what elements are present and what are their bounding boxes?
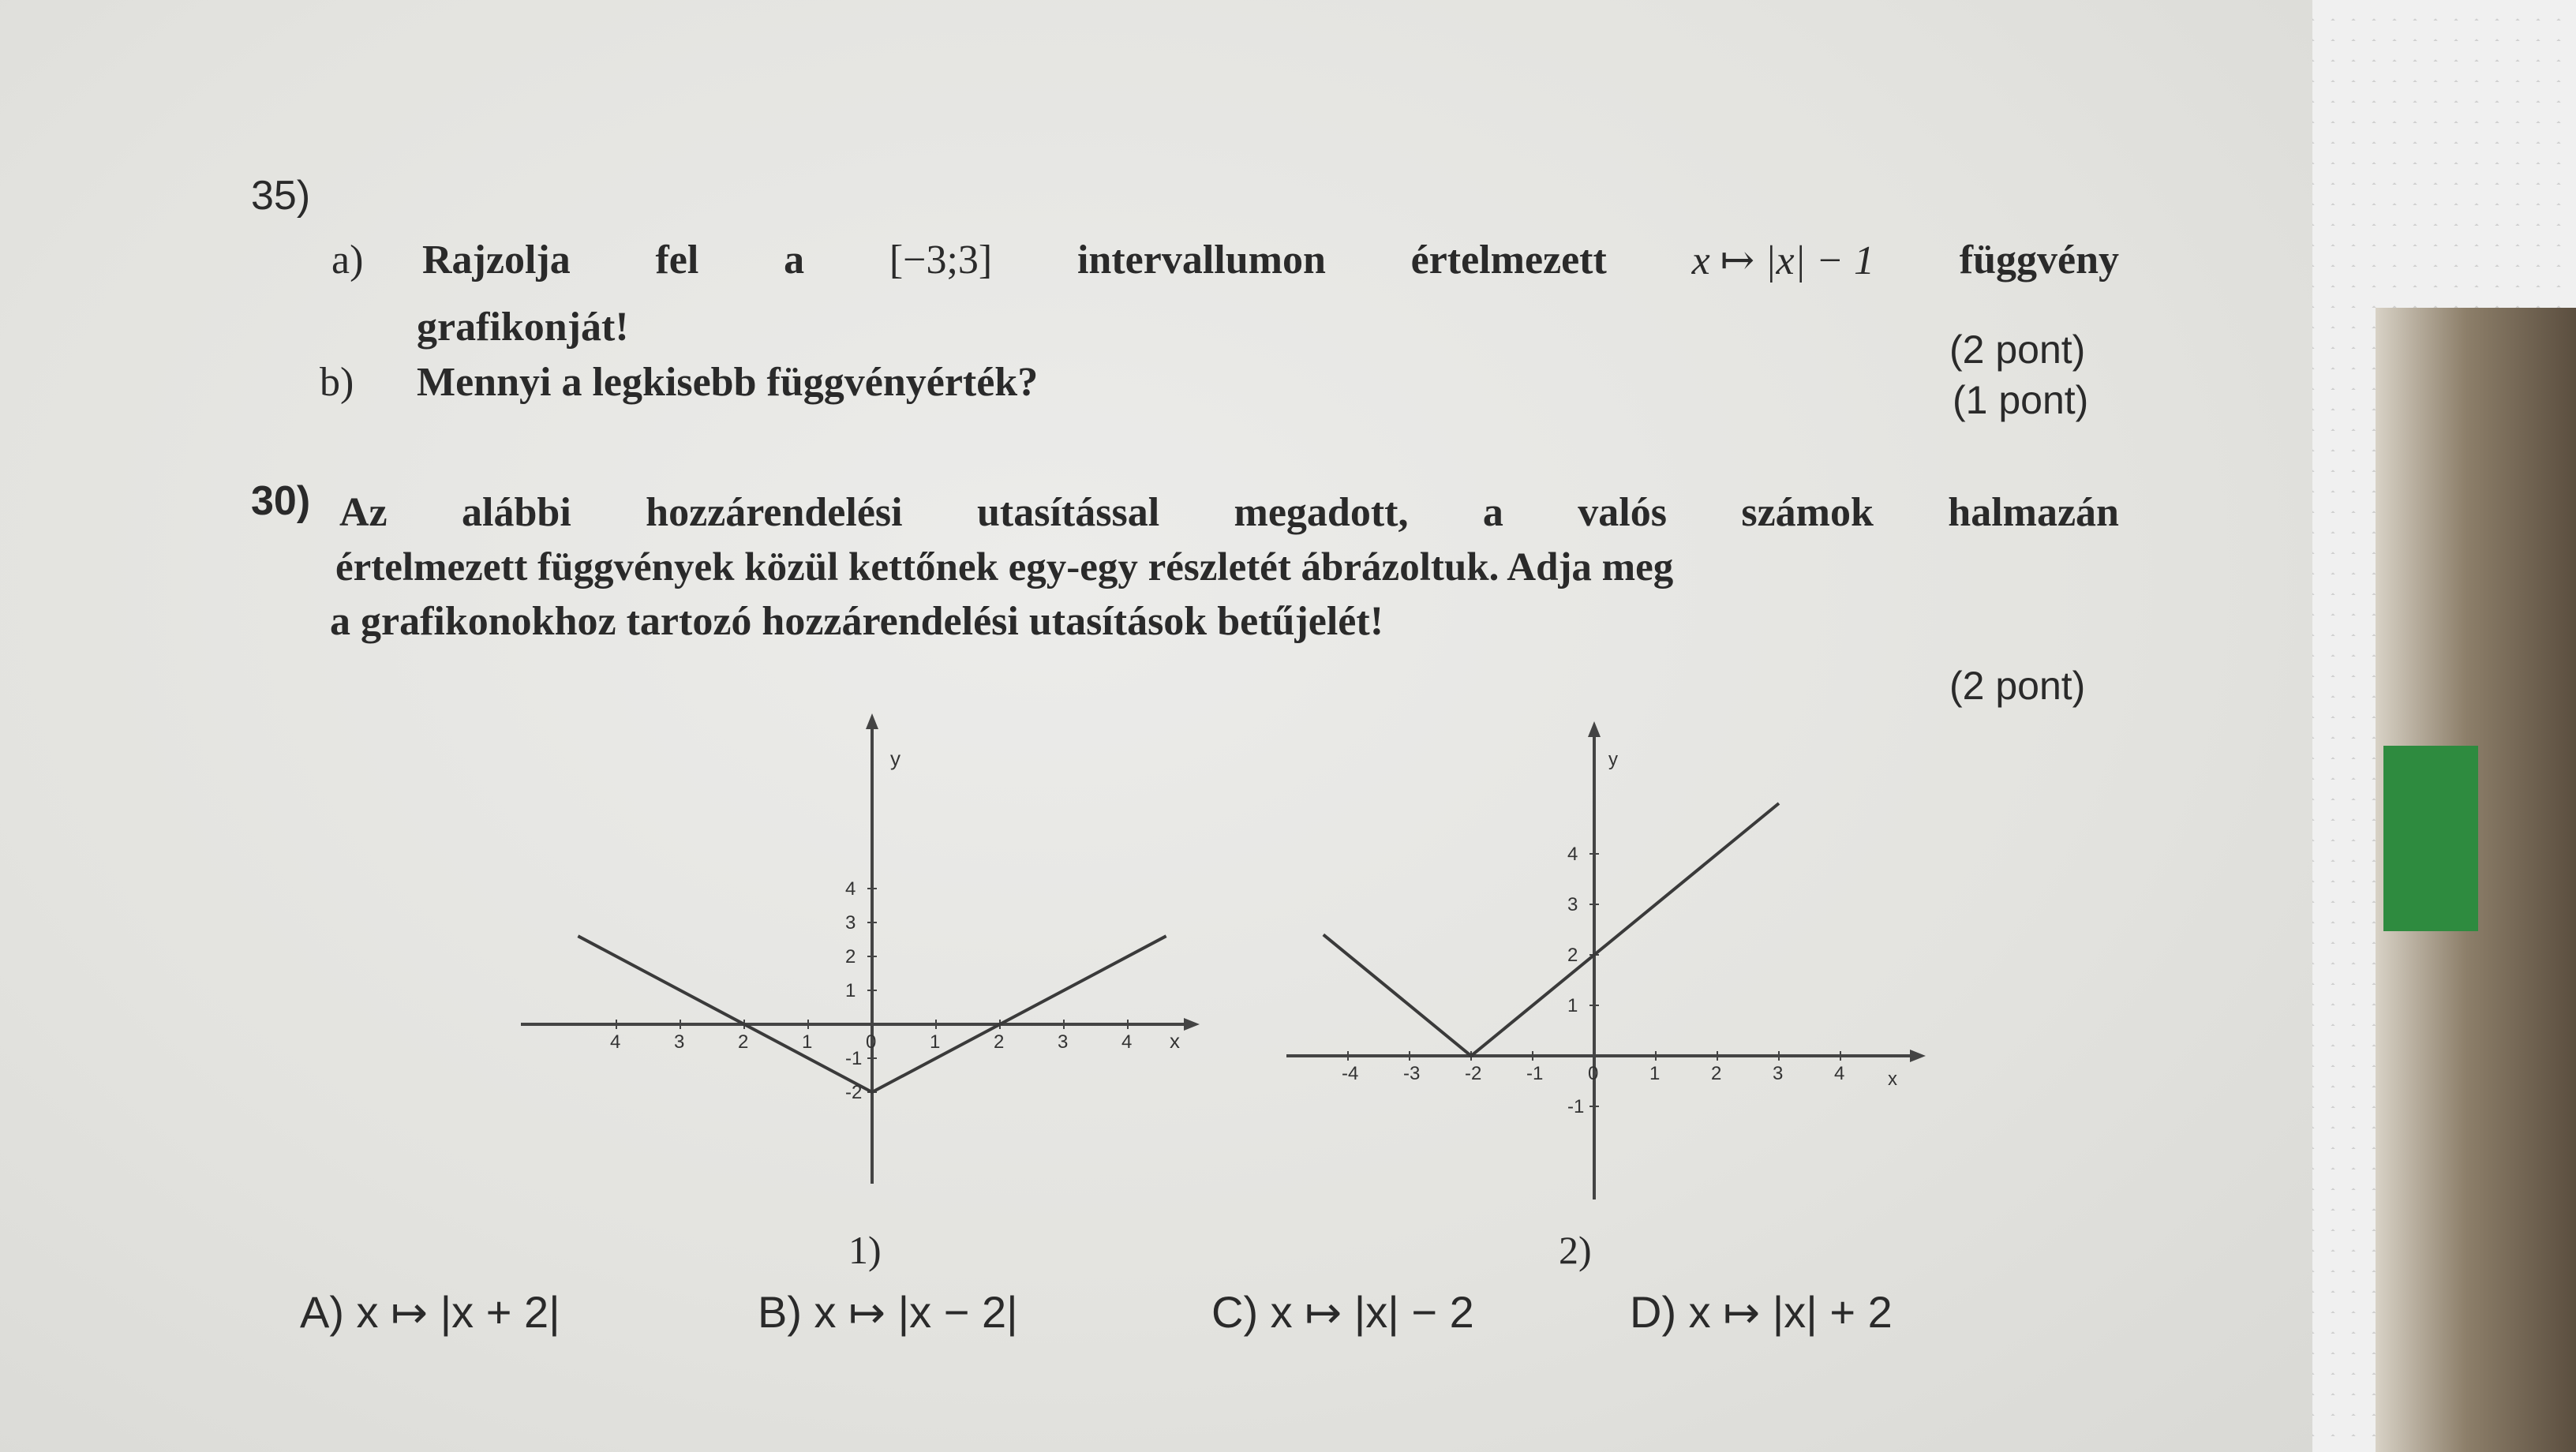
x-axis-label: x [1170,1029,1180,1053]
q30-word: valós [1578,490,1667,535]
y-axis-arrow [1588,721,1601,737]
q30-word: hozzárendelési [646,490,903,535]
x-tick-label: 2 [994,1031,1005,1053]
q30-word: számok [1741,490,1874,535]
q35-b-label: b) [320,360,354,405]
q30-word: utasítással [976,490,1160,535]
q30-word: alábbi [462,490,571,535]
x-tick-label: 3 [1773,1063,1784,1084]
x-tick-label: -4 [1342,1063,1359,1084]
green-tab [2383,746,2478,931]
x-tick-label: 1 [1649,1063,1661,1084]
x-tick-label: 3 [1058,1031,1069,1053]
q30-number: 30) [251,478,311,524]
y-tick-label: 3 [1567,894,1578,915]
y-tick-label: -1 [845,1048,863,1069]
option-d: D) x ↦ |x| + 2 [1630,1287,1893,1337]
x-tick-label: -2 [1465,1063,1482,1084]
y-tick-label: 3 [845,912,856,934]
q30-line1 [339,489,2119,536]
y-tick-label: 2 [1567,945,1578,966]
x-tick-label: 2 [1711,1063,1722,1084]
y-tick-label: 4 [1567,844,1578,865]
x-axis-arrow [1910,1050,1926,1062]
x-tick-label: 4 [610,1031,621,1053]
q30-word: Az [339,490,388,535]
x-tick-label: 4 [1834,1063,1845,1084]
option-c: C) x ↦ |x| − 2 [1211,1287,1474,1337]
graph-2-caption: 2) [1559,1228,1592,1272]
graph-1-caption: 1) [848,1228,882,1272]
x-tick-label: -1 [1526,1063,1544,1084]
x-tick-label: 0 [1588,1063,1599,1084]
q35-a-word: a [784,238,805,283]
x-tick-label: 1 [802,1031,813,1053]
q30-points: (2 pont) [1949,664,2086,708]
option-a: A) x ↦ |x + 2| [300,1287,560,1337]
y-axis-label: y [890,747,900,770]
q35-a-word: értelmezett [1410,238,1607,283]
q30-word: megadott, [1234,490,1409,535]
y-tick-label: 4 [845,878,856,900]
q35-a-points: (2 pont) [1949,327,2086,372]
x-axis-arrow [1184,1018,1200,1031]
q35-b-points: (1 pont) [1953,378,2089,422]
q30-word: a [1482,490,1503,535]
y-tick-label: 2 [845,946,856,967]
function-graph-line [1324,803,1779,1056]
graph-1 [505,710,1200,1215]
q35-a-label: a) [331,238,364,283]
y-axis-arrow [866,713,878,729]
x-tick-label: 2 [738,1031,749,1053]
q35-a-word: intervallumon [1076,238,1326,283]
y-tick-label: 1 [1567,995,1578,1016]
x-tick-label: 3 [674,1031,685,1053]
q30-line3: a grafikonokhoz tartozó hozzárendelési utasítások betűjelét! [330,599,1384,644]
q35-number: 35) [251,173,311,219]
x-tick-label: 4 [1121,1031,1133,1053]
x-axis-label: x [1888,1068,1897,1090]
y-tick-label: -2 [845,1082,863,1103]
x-tick-label: -3 [1403,1063,1421,1084]
option-b: B) x ↦ |x − 2| [758,1287,1018,1337]
q35-a-word: függvény [1959,238,2119,283]
x-tick-label: 1 [930,1031,941,1053]
y-axis-label: y [1608,749,1618,770]
q35-a-line2: grafikonját! [417,305,629,350]
x-tick-label: 0 [866,1031,877,1053]
q35-a-word: fel [655,238,699,283]
q30-word: halmazán [1948,490,2119,535]
q35-b-text: Mennyi a legkisebb függvényérték? [417,360,1039,405]
q35-a-function: x ↦ |x| − 1 [1691,238,1874,283]
q35-a-interval: [−3;3] [889,238,993,283]
q35-a-word: Rajzolja [422,238,571,283]
q30-line2: értelmezett függvények közül kettőnek egy-egy részletét ábrázoltuk. Adja meg [335,545,1674,589]
graph-2 [1279,710,1926,1215]
y-tick-label: 1 [845,980,856,1001]
y-tick-label: -1 [1567,1096,1585,1117]
q35-a-line1 [422,237,2119,284]
